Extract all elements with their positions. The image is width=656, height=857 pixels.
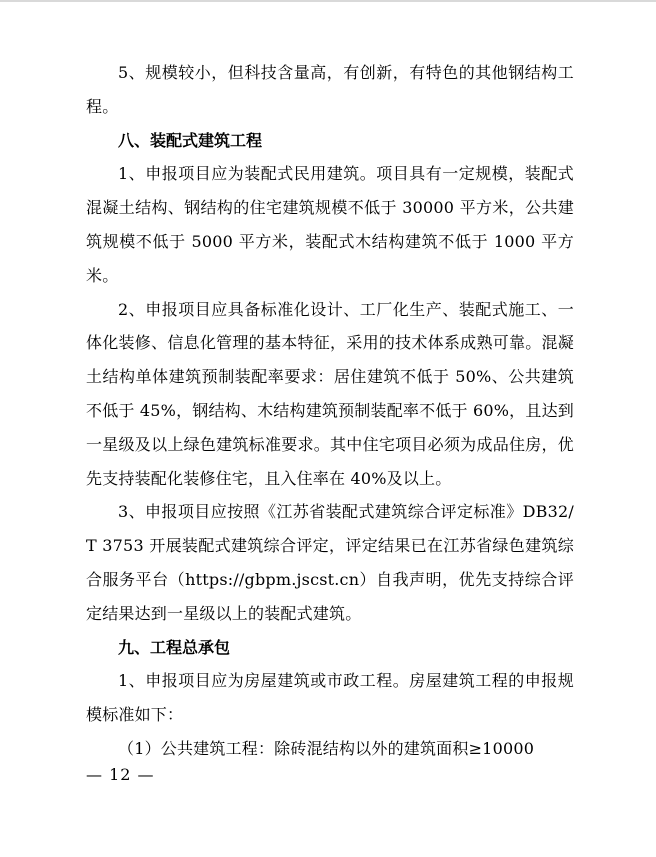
- paragraph-epc-item-1: 1、申报项目应为房屋建筑或市政工程。房屋建筑工程的申报规模标准如下：: [86, 671, 574, 725]
- heading-prefab-building: 八、装配式建筑工程: [118, 130, 263, 150]
- paragraph-epc-sub-1: （1）公共建筑工程：除砖混结构以外的建筑面积≥10000: [118, 738, 535, 758]
- heading-epc: 九、工程总承包: [118, 637, 231, 657]
- paragraph-steel-item-5: 5、规模较小，但科技含量高，有创新，有特色的其他钢结构工程。: [86, 63, 574, 116]
- page-number: — 12 —: [86, 765, 155, 784]
- top-border: [0, 0, 656, 2]
- paragraph-prefab-item-2: 2、申报项目应具备标准化设计、工厂化生产、装配式施工、一体化装修、信息化管理的基本特征，采用的技术体系成熟可靠。混凝土结构单体建筑预制装配率要求：居住建筑不低于 50%、公共建筑不低于 45%，钢结构、木结构建筑预制装配率不低于 60%，且达到一星级及以上绿色建筑标准要求。其中住宅项目必须为成品住房，优先支持装配化装修住宅，且入住率在 40%及以上。: [86, 299, 574, 488]
- document-page: [86, 56, 574, 766]
- paragraph-prefab-item-1: 1、申报项目应为装配式民用建筑。项目具有一定规模，装配式混凝土结构、钢结构的住宅建筑规模不低于 30000 平方米，公共建筑规模不低于 5000 平方米，装配式木结构建筑不低于 1000 平方米。: [86, 164, 574, 285]
- paragraph-prefab-item-3: 3、申报项目应按照《江苏省装配式建筑综合评定标准》DB32/T 3753 开展装配式建筑综合评定，评定结果已在江苏省绿色建筑综合服务平台（https://gbpm.jscst.cn）自我声明，优先支持综合评定结果达到一星级以上的装配式建筑。: [86, 502, 574, 623]
